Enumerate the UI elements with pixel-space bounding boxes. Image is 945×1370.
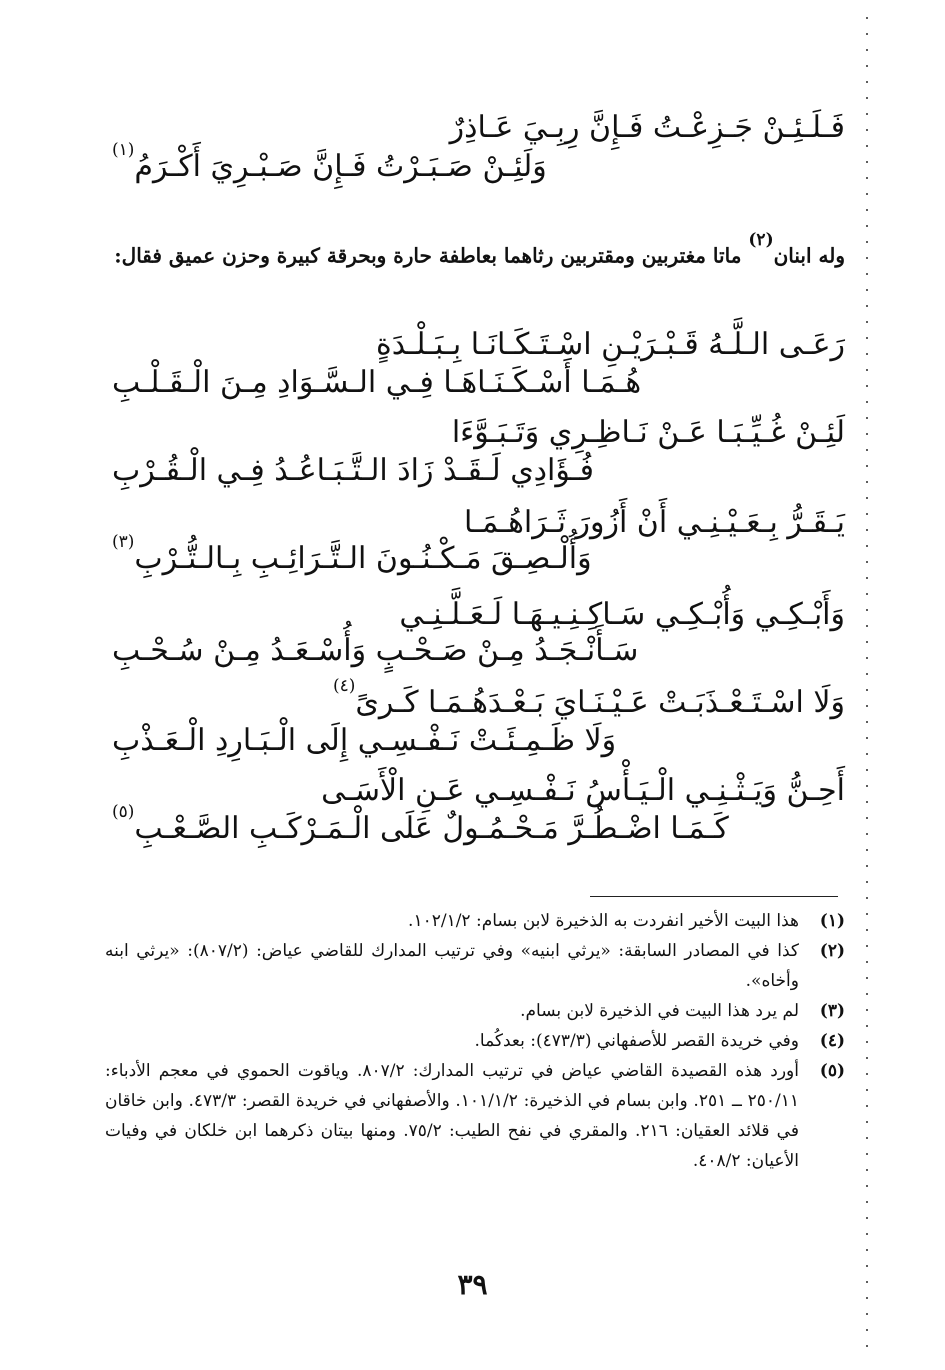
intro-verse-text-2: وَلَئِـنْ صَـبَـرْتُ فَـإِنَّ صَـبْـرِيَ أَكْـرَمُ [134, 149, 547, 184]
footnotes [105, 906, 845, 1176]
footnote-ref-1: (١) [112, 140, 135, 160]
poem-line-text: هُـمَـا أَسْـكَـنَـاهَـا فِـي الـسَّـوَادِ مِـنَ الْـقَـلْـبِ [112, 365, 642, 400]
poem-line-text: لَئِـنْ غُـيِّـبَـا عَـنْ نَـاظِـرِي وَتَـبَـوَّءَا [451, 415, 845, 450]
footnote-item [105, 1026, 845, 1056]
poem-line-6 [112, 532, 592, 576]
intro-verse-line-1 [449, 110, 845, 145]
footnote-ref-5: (٥) [112, 802, 135, 822]
poem-line-text: وَلَا ظَـمِـئَـتْ نَـفْـسِـي إِلَى الْـبَـارِدِ الْـعَـذْبِ [112, 723, 617, 758]
footnote-number: (٣) [819, 1001, 845, 1021]
poem-line-text: سَـأَنْـجَـدُ مِـنْ صَـحْـبٍ وَأُسْـعَـدُ مِـنْ سُـحْـبِ [112, 633, 639, 668]
poem-line-8 [112, 633, 639, 668]
poem-line-11 [321, 773, 845, 808]
footnote-ref-2: (٢) [748, 230, 774, 250]
poem-line-text: يَـقَـرُّ بِـعَـيْـنِـي أَنْ أَزُورَ ثَـرَاهُـمَـا [464, 505, 845, 540]
footnote-text: لم يرد هذا البيت في الذخيرة لابن بسام. [520, 1001, 799, 1021]
poem-line-text: كَـمَـا اضْـطُـرَّ مَـحْـمُـولٌ عَلَى الْـمَـرْكَـبِ الصَّـعْـبِ [134, 811, 729, 846]
footnote-text: أورد هذه القصيدة القاضي عياض في ترتيب المدارك: ٨٠٧/٢. وياقوت الحموي في معجم الأدباء: ٢٥٠/١١ ــ ٢٥١. وابن بسام في الذخيرة: ١٠١/١/٢. والأصفهاني في خريدة القصر: ٤٧٣/٣. وابن خاقان في قلائد العقيان: ٢١٦. والمقري في نفح الطيب: ٧٥/٢. ومنها بيتان ذكرهما ابن خلكان في وفيات الأعيان: ٤٠٨/٢. [105, 1061, 799, 1171]
poem-line-9 [332, 676, 845, 720]
footnote-number: (٢) [819, 941, 845, 961]
footnote-text: هذا البيت الأخير انفردت به الذخيرة لابن بسام: ١٠٢/١/٢. [408, 911, 799, 931]
prose-part-2: ماتا مغتربين ومقتربين رثاهما بعاطفة حارة وبحرقة كبيرة وحزن عميق فقال: [114, 243, 749, 268]
poem-line-text: وَأَبْـكِـي وَأُبْـكِـي سَـاكِـنِـيـهَـا لَـعَـلَّـنِـي [399, 597, 845, 632]
poem-line-12 [112, 802, 729, 846]
poem-line-text: وَلَا اسْـتَـعْـذَبَـتْ عَـيْـنَـايَ بَـعْـدَهُـمَـا كَـرىً [355, 685, 845, 720]
poem-line-10 [112, 723, 617, 758]
footnote-ref-3: (٣) [112, 532, 135, 552]
footnote-item [105, 906, 845, 936]
poem-line-text: رَعَـى الـلَّـهُ قَـبْـرَيْـنِ اسْـتَـكَـانَـا بِـبَـلْـدَةٍ [376, 327, 845, 362]
footnote-item [105, 1056, 845, 1176]
poem-line-text: فُـؤَادِي لَـقَـدْ زَادَ الـتَّـبَـاعُـدُ فِـي الْـقُـرْبِ [112, 453, 594, 488]
footnote-text: وفي خريدة القصر للأصفهاني (٤٧٣/٣): بعدكُما. [474, 1031, 799, 1051]
poem-line-text: أَحِـنُّ وَيَـثْـنِـي الْـيَـأْسُ نَـفْـسِـي عَـنِ الْأَسَـى [321, 773, 845, 808]
prose-part-1: وله ابنان [773, 243, 845, 268]
page-number: ٣٩ [457, 1268, 488, 1301]
poem-line-5 [464, 505, 845, 540]
footnote-item [105, 996, 845, 1026]
footnote-separator [590, 896, 838, 897]
footnote-number: (٥) [819, 1061, 845, 1081]
poem-line-4 [112, 453, 594, 488]
footnote-number: (٤) [819, 1031, 845, 1051]
intro-verse-text-1: فَـلَـئِـنْ جَـزِعْـتُ فَـإِنَّ رِبِـيَ عَـاذِرٌ [449, 110, 845, 145]
footnote-item [105, 936, 845, 996]
footnote-text: كذا في المصادر السابقة: «يرثي ابنيه» وفي ترتيب المدارك للقاضي عياض: (٨٠٧/٢): «يرثي ابنه وأخاه». [105, 941, 799, 991]
intro-verse-line-2 [112, 140, 547, 184]
poem-line-3 [451, 415, 845, 450]
footnote-number: (١) [819, 911, 845, 931]
poem-line-1 [376, 327, 845, 362]
poem-line-7 [399, 597, 845, 632]
poem-line-text: وَأُلْـصِـقَ مَـكْـنُـونَ الـتَّـرَائِـبِ بِـالـتُّـرْبِ [134, 541, 592, 576]
footnote-ref-4: (٤) [332, 676, 356, 696]
poem-line-2 [112, 365, 642, 400]
page-edge-dots [866, 10, 868, 1350]
prose-paragraph [110, 226, 845, 280]
